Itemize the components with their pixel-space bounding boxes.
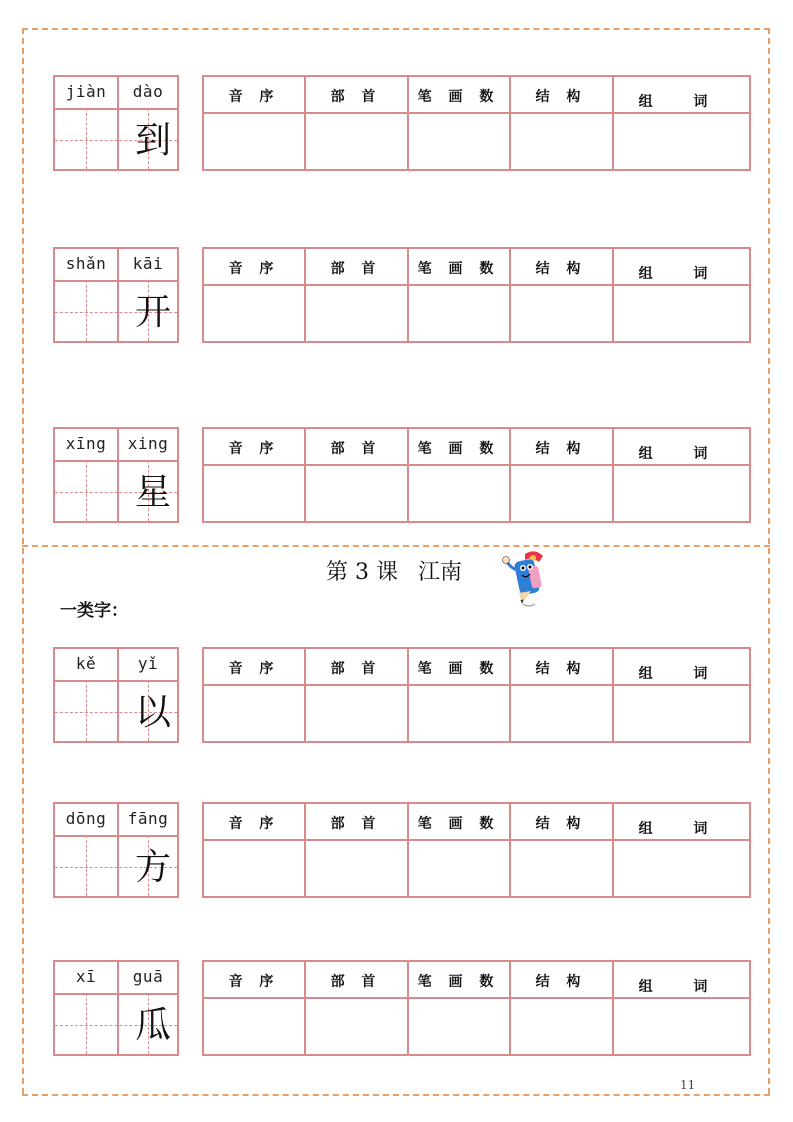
pinyin-right: dào	[132, 82, 164, 101]
header-bushou: 部 首	[330, 974, 382, 990]
header-bihuashu: 笔 画 数	[417, 89, 500, 105]
lesson-number: 第 3 课	[326, 560, 398, 585]
header-jiegou: 结 构	[535, 974, 587, 990]
character-analysis-table	[202, 960, 751, 1056]
header-bihuashu: 笔 画 数	[417, 816, 500, 832]
pinyin-left: xī	[75, 967, 97, 986]
zuci-answer-cell[interactable]	[613, 686, 751, 741]
bihuashu-answer-cell[interactable]	[408, 999, 509, 1054]
header-yinxu: 音 序	[228, 89, 280, 105]
section-label: 一类字：	[60, 601, 128, 621]
zuci-answer-cell[interactable]	[613, 466, 751, 521]
jiegou-answer-cell[interactable]	[510, 286, 612, 341]
character-analysis-table	[202, 75, 751, 171]
yinxu-answer-cell[interactable]	[204, 841, 304, 896]
character-analysis-table	[202, 427, 751, 523]
pinyin-writing-grid	[53, 427, 179, 523]
pinyin-left: jiàn	[65, 82, 107, 101]
header-bihuashu: 笔 画 数	[417, 261, 500, 277]
header-yinxu: 音 序	[228, 661, 280, 677]
character-entry	[0, 647, 793, 745]
pinyin-writing-grid	[53, 960, 179, 1056]
header-jiegou: 结 构	[535, 89, 587, 105]
pinyin-writing-grid	[53, 647, 179, 743]
hanzi-character: 开	[134, 292, 171, 333]
pinyin-left: dōng	[65, 809, 107, 828]
header-jiegou: 结 构	[535, 441, 587, 457]
hanzi-character: 星	[134, 472, 171, 513]
header-zuci: 组 词	[638, 666, 726, 682]
frame-middle-divider	[22, 545, 770, 547]
pinyin-right: kāi	[132, 254, 164, 273]
header-zuci: 组 词	[638, 94, 726, 110]
header-zuci: 组 词	[638, 446, 726, 462]
character-entry	[0, 75, 793, 173]
zuci-answer-cell[interactable]	[613, 841, 751, 896]
character-analysis-table	[202, 647, 751, 743]
jiegou-answer-cell[interactable]	[510, 686, 612, 741]
bushou-answer-cell[interactable]	[305, 999, 407, 1054]
pinyin-left: shǎn	[65, 254, 107, 273]
pinyin-writing-grid	[53, 75, 179, 171]
bushou-answer-cell[interactable]	[305, 466, 407, 521]
bihuashu-answer-cell[interactable]	[408, 686, 509, 741]
header-bihuashu: 笔 画 数	[417, 441, 500, 457]
character-analysis-table	[202, 247, 751, 343]
header-yinxu: 音 序	[228, 816, 280, 832]
yinxu-answer-cell[interactable]	[204, 286, 304, 341]
lesson-name: 江南	[417, 560, 462, 585]
character-entry	[0, 802, 793, 900]
zuci-answer-cell[interactable]	[613, 999, 751, 1054]
frame-bottom-border	[22, 1094, 770, 1096]
pencil-mascot-icon	[495, 548, 551, 612]
pinyin-left: xīng	[65, 434, 107, 453]
yinxu-answer-cell[interactable]	[204, 999, 304, 1054]
hanzi-character: 以	[134, 692, 171, 733]
header-bihuashu: 笔 画 数	[417, 974, 500, 990]
header-bushou: 部 首	[330, 661, 382, 677]
pinyin-writing-grid	[53, 247, 179, 343]
header-jiegou: 结 构	[535, 816, 587, 832]
jiegou-answer-cell[interactable]	[510, 466, 612, 521]
header-bushou: 部 首	[330, 441, 382, 457]
yinxu-answer-cell[interactable]	[204, 686, 304, 741]
header-jiegou: 结 构	[535, 661, 587, 677]
jiegou-answer-cell[interactable]	[510, 999, 612, 1054]
page-number: 11	[680, 1078, 696, 1092]
jiegou-answer-cell[interactable]	[510, 841, 612, 896]
frame-right-border	[768, 28, 770, 1094]
frame-top-border	[22, 28, 770, 30]
bushou-answer-cell[interactable]	[305, 286, 407, 341]
bihuashu-answer-cell[interactable]	[408, 114, 509, 169]
pinyin-right: fāng	[127, 809, 169, 828]
bihuashu-answer-cell[interactable]	[408, 286, 509, 341]
pinyin-left: kě	[75, 654, 97, 673]
header-yinxu: 音 序	[228, 974, 280, 990]
header-yinxu: 音 序	[228, 441, 280, 457]
header-yinxu: 音 序	[228, 261, 280, 277]
jiegou-answer-cell[interactable]	[510, 114, 612, 169]
pinyin-right: yǐ	[137, 654, 159, 673]
hanzi-character: 到	[134, 120, 171, 161]
character-entry	[0, 427, 793, 525]
header-bushou: 部 首	[330, 816, 382, 832]
yinxu-answer-cell[interactable]	[204, 466, 304, 521]
pinyin-right: guā	[132, 967, 164, 986]
header-bihuashu: 笔 画 数	[417, 661, 500, 677]
pinyin-writing-grid	[53, 802, 179, 898]
character-entry	[0, 960, 793, 1058]
bihuashu-answer-cell[interactable]	[408, 841, 509, 896]
hanzi-character: 瓜	[134, 1005, 171, 1046]
bushou-answer-cell[interactable]	[305, 686, 407, 741]
header-zuci: 组 词	[638, 979, 726, 995]
frame-left-border	[22, 28, 24, 1094]
pinyin-right: xing	[127, 434, 169, 453]
character-entry	[0, 247, 793, 345]
header-zuci: 组 词	[638, 266, 726, 282]
header-bushou: 部 首	[330, 261, 382, 277]
lesson-title	[326, 555, 462, 586]
zuci-answer-cell[interactable]	[613, 114, 751, 169]
character-analysis-table	[202, 802, 751, 898]
bushou-answer-cell[interactable]	[305, 841, 407, 896]
yinxu-answer-cell[interactable]	[204, 114, 304, 169]
zuci-answer-cell[interactable]	[613, 286, 751, 341]
hanzi-character: 方	[134, 847, 171, 888]
bihuashu-answer-cell[interactable]	[408, 466, 509, 521]
header-zuci: 组 词	[638, 821, 726, 837]
bushou-answer-cell[interactable]	[305, 114, 407, 169]
header-bushou: 部 首	[330, 89, 382, 105]
header-jiegou: 结 构	[535, 261, 587, 277]
